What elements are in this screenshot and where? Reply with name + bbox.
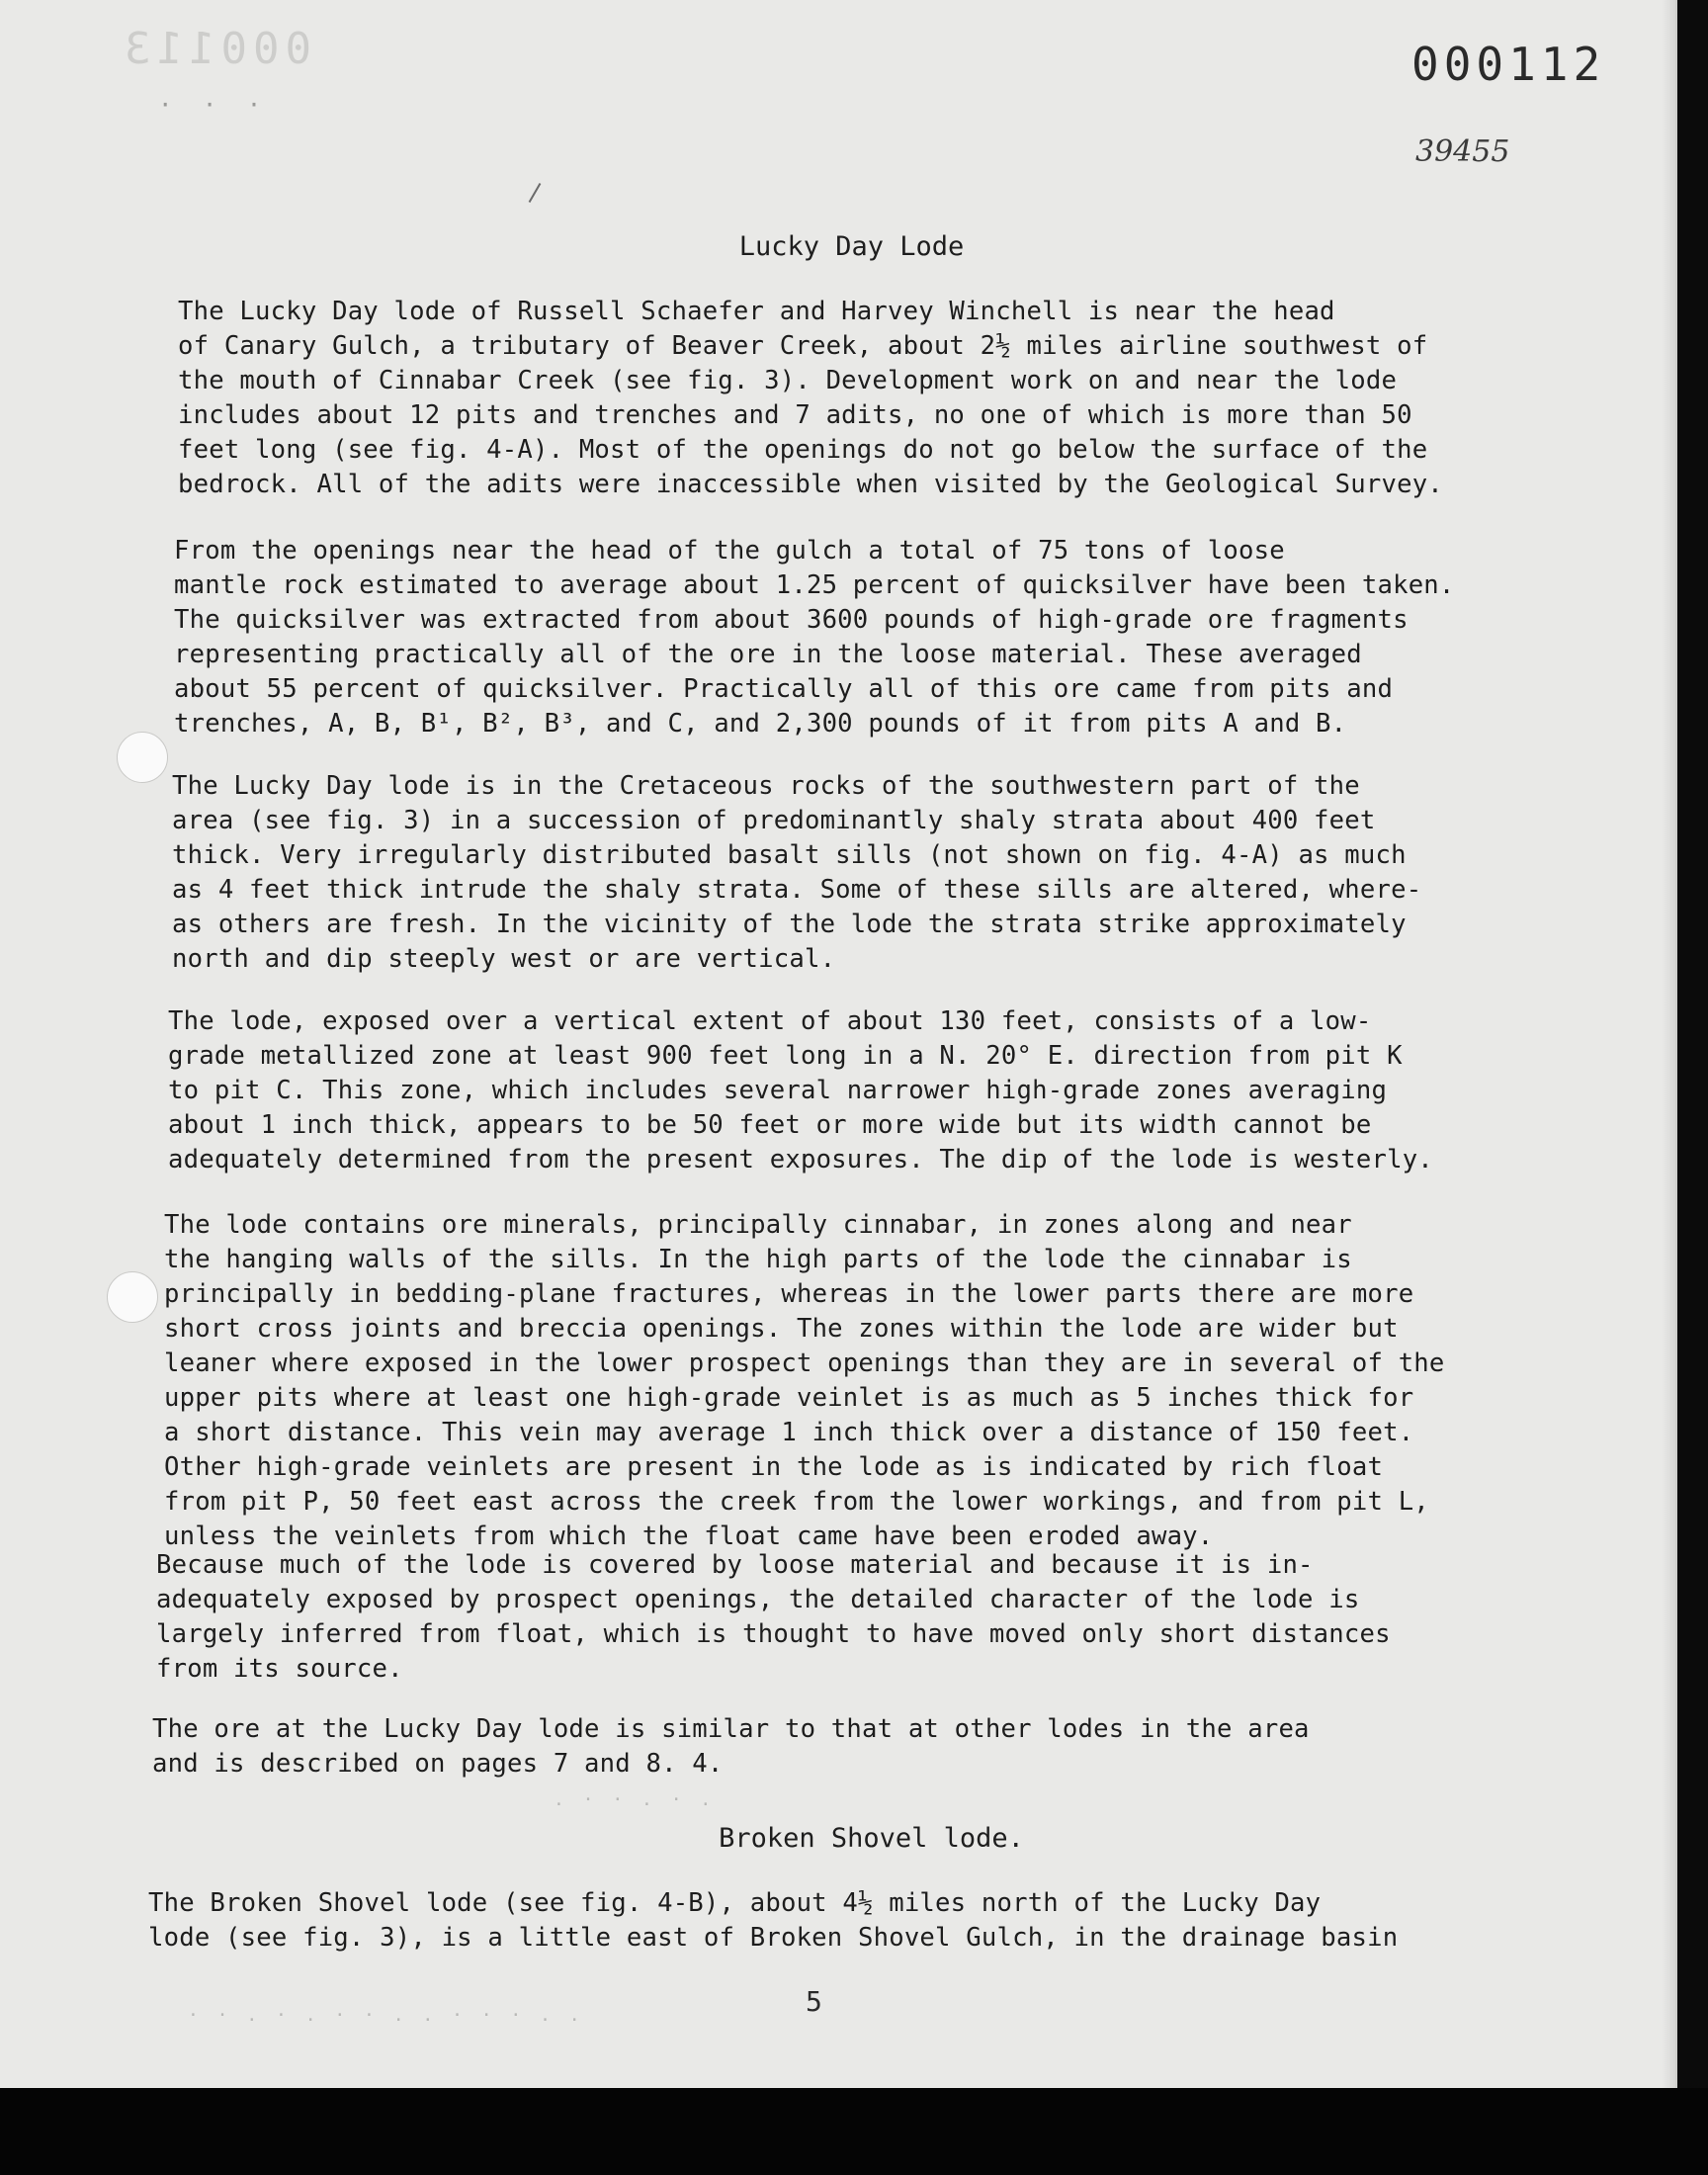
section-title-broken-shovel: Broken Shovel lode. bbox=[719, 1823, 1024, 1854]
bleed-through-dots: · · · bbox=[158, 91, 270, 119]
page-number: 5 bbox=[806, 1985, 822, 2018]
paragraph: The Broken Shovel lode (see fig. 4-B), about 4½ miles north of the Lucky Day lode (see fig. 3), is a little east of Broken Shovel Gulch, in the drainage basin bbox=[148, 1888, 1399, 1953]
bleed-through-text: · · . · . · · . . · · · . . bbox=[188, 2005, 584, 2026]
punch-hole bbox=[107, 1271, 158, 1323]
scan-border bbox=[0, 2088, 1708, 2175]
paragraph: From the openings near the head of the gulch a total of 75 tons of loose mantle rock estimated to average about 1.25 percent of quicksilver have been taken. The quicksilver was extracted from about 3600 pounds of high-grade ore fragments representing practically all of the ore in the loose material. These averaged about 55 percent of quicksilver. Practically all of this ore came from pits and trenches, A, B, B¹, B², B³, and C, and 2,300 pounds of it from pits A and B. bbox=[174, 536, 1455, 739]
bleed-through-id: 000113 bbox=[119, 24, 311, 74]
paragraph: The Lucky Day lode of Russell Schaefer and Harvey Winchell is near the head of Canary Gulch, a tributary of Beaver Creek, about 2½ miles airline southwest of the mouth of Cinnabar Creek (see fig. 3). Development work on and near the lode includes about 12 pits and trenches and 7 adits, no one of which is more than 50 feet long (see fig. 4-A). Most of the openings do not go below the surface of the bedrock. All of the adits were inaccessible when visited by the Geological Survey. bbox=[178, 297, 1443, 499]
paragraph: The Lucky Day lode is in the Cretaceous rocks of the southwestern part of the area (see fig. 3) in a succession of predominantly shaly strata about 400 feet thick. Very irregularly distributed basalt sills (not shown on fig. 4-A) as much as 4 feet thick intrude the shaly strata. Some of these sills are altered, where- as others are fresh. In the vicinity of the lode the strata strike approximately north and dip steeply west or are vertical. bbox=[172, 771, 1422, 974]
paragraph: The lode contains ore minerals, principally cinnabar, in zones along and near the hanging walls of the sills. In the high parts of the lode the cinnabar is principally in bedding-plane fractures, whereas in the lower parts there are more short cross joints and breccia openings. The zones within the lode are wider but leaner where exposed in the lower prospect openings than they are in several of the upper pits where at least one high-grade veinlet is as much as 5 inches thick for a short distance. This vein may average 1 inch thick over a distance of 150 feet. Other high-grade veinlets are present in the lode as is indicated by rich float from pit P, 50 feet east across the creek from the lower workings, and from pit L, unless the veinlets from which the float came have been eroded away. bbox=[164, 1210, 1445, 1551]
document-id-stamp: 000112 bbox=[1411, 38, 1606, 91]
section-title-lucky-day: Lucky Day Lode bbox=[738, 231, 965, 262]
paragraph: The lode, exposed over a vertical extent of about 130 feet, consists of a low- grade metallized zone at least 900 feet long in a N. 20° E. direction from pit K to pit C. This zone, which includes several narrower high-grade zones averaging about 1 inch thick, appears to be 50 feet or more wide but its width cannot be adequately determined from the present exposures. The dip of the lode is westerly. bbox=[168, 1006, 1433, 1174]
paragraph: Because much of the lode is covered by loose material and because it is in- adequately exposed by prospect openings, the detailed character of the lode is largely inferred from float, which is thought to have moved only short distances from its source. bbox=[156, 1550, 1391, 1684]
bleed-through-text: . · · . · . bbox=[554, 1789, 716, 1810]
handwritten-number: 39455 bbox=[1415, 134, 1510, 169]
pencil-mark bbox=[529, 183, 542, 203]
paragraph: The ore at the Lucky Day lode is similar to that at other lodes in the area and is described on pages 7 and 8. 4. bbox=[152, 1714, 1310, 1779]
punch-hole bbox=[117, 732, 168, 783]
